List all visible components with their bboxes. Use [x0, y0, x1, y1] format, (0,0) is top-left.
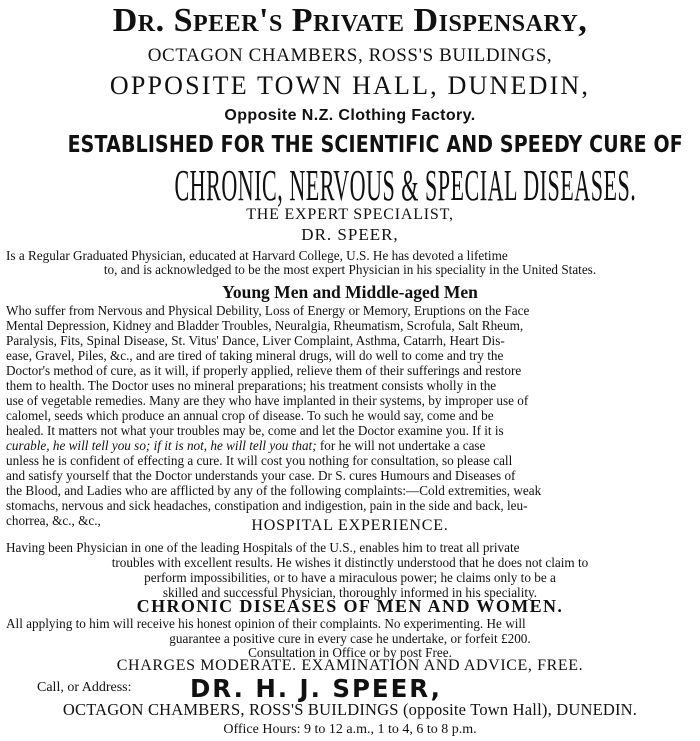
body-line: the Blood, and Ladies who are afflicted by any of the following complaints:—Cold extremities, weak — [6, 483, 542, 498]
body-line-italic — [6, 438, 694, 453]
body-line: stomachs, nervous and sick headaches, constipation and indigestion, pain in the side and back, leu- — [6, 498, 528, 513]
call-name: DR. H. J. SPEER, — [190, 674, 442, 703]
body-line: All applying to him will receive his honest opinion of their complaints. No experimenting. He will — [6, 616, 526, 631]
body-line: Doctor's method of cure, as it will, if properly applied, relieve them of their sufferings and restore — [6, 363, 522, 378]
intro-line-2: to, and is acknowledged to be the most expert Physician in his speciality in the United States. — [103, 262, 597, 277]
italic-text: curable, he will tell you so; if it is not, he will tell you that; — [6, 438, 317, 453]
page-title: Dr. Speer's Private Dispensary, — [112, 2, 588, 39]
expert-specialist: THE EXPERT SPECIALIST, — [246, 206, 454, 223]
body-line: perform impossibilities, or to have a miraculous power; he claims only to be a — [144, 570, 556, 585]
address-line-1: OCTAGON CHAMBERS, ROSS'S BUILDINGS, — [147, 45, 553, 66]
charges-line: CHARGES MODERATE. EXAMINATION AND ADVICE, FREE. — [116, 657, 584, 674]
doctor-name: DR. SPEER, — [301, 225, 399, 244]
body-line: Consultation in Office or by post Free. — [248, 645, 452, 660]
established-heading: ESTABLISHED FOR THE SCIENTIFIC AND SPEEDY CURE OF — [67, 130, 683, 158]
hospital-heading: HOSPITAL EXPERIENCE. — [251, 517, 449, 534]
call-row — [0, 674, 700, 703]
body-line: Who suffer from Nervous and Physical Debility, Loss of Energy or Memory, Eruptions on the Face — [6, 303, 530, 318]
body-line: Paralysis, Fits, Spinal Disease, St. Vitus' Dance, Liver Complaint, Asthma, Catarrh, Heart Dis- — [6, 333, 505, 348]
intro-line-1: Is a Regular Graduated Physician, educated at Harvard College, U.S. He has devoted a lifetime — [6, 248, 508, 263]
body-line: guarantee a positive cure in every case he undertake, or forfeit £200. — [169, 631, 531, 646]
body-line: them to health. The Doctor uses no mineral preparations; his treatment consists wholly in the — [6, 378, 497, 393]
address-line-2: OPPOSITE TOWN HALL, DUNEDIN, — [109, 71, 591, 100]
body-text: for he will not undertake a case — [316, 438, 486, 453]
body-line: skilled and successful Physician, thoroughly informed in his speciality. — [162, 585, 538, 600]
body-line: and satisfy yourself that the Doctor understands your case. Dr S. cures Humours and Diseases of — [6, 468, 516, 483]
call-label: Call, or Address: — [37, 680, 132, 695]
body-line: troubles with excellent results. He wishes it distinctly understood that he does not claim to — [111, 555, 589, 570]
young-men-heading: Young Men and Middle-aged Men — [222, 282, 478, 302]
body-line: chorrea, &c., &c., — [6, 513, 101, 528]
body-line: Mental Depression, Kidney and Bladder Troubles, Neuralgia, Rheumatism, Scrofula, Salt Rheum, — [6, 318, 524, 333]
body-line: calomel, seeds which produce an annual crop of disease. To such he would say, come and be — [6, 408, 494, 423]
address-line-3: Opposite N.Z. Clothing Factory. — [224, 107, 476, 124]
chronic-heading: CHRONIC DISEASES OF MEN AND WOMEN. — [136, 596, 564, 616]
body-line: Having been Physician in one of the leading Hospitals of the U.S., enables him to treat all private — [6, 540, 520, 555]
footer-address: OCTAGON CHAMBERS, ROSS'S BUILDINGS (opposite Town Hall), DUNEDIN. — [62, 700, 638, 719]
body-line: use of vegetable remedies. Many are they who have implanted in their systems, by improper use of — [6, 393, 529, 408]
diseases-heading: CHRONIC, NERVOUS & SPECIAL DISEASES. — [174, 161, 637, 210]
body-line: ease, Gravel, Piles, &c., and are tired of taking mineral drugs, will do well to come and try the — [6, 348, 504, 363]
office-hours: Office Hours: 9 to 12 a.m., 1 to 4, 6 to 8 p.m. — [223, 722, 477, 737]
body-line: healed. It matters not what your troubles may be, come and let the Doctor examine you. If it is — [6, 423, 504, 438]
body-line: unless he is confident of effecting a cure. It will cost you nothing for consultation, so please call — [6, 453, 513, 468]
